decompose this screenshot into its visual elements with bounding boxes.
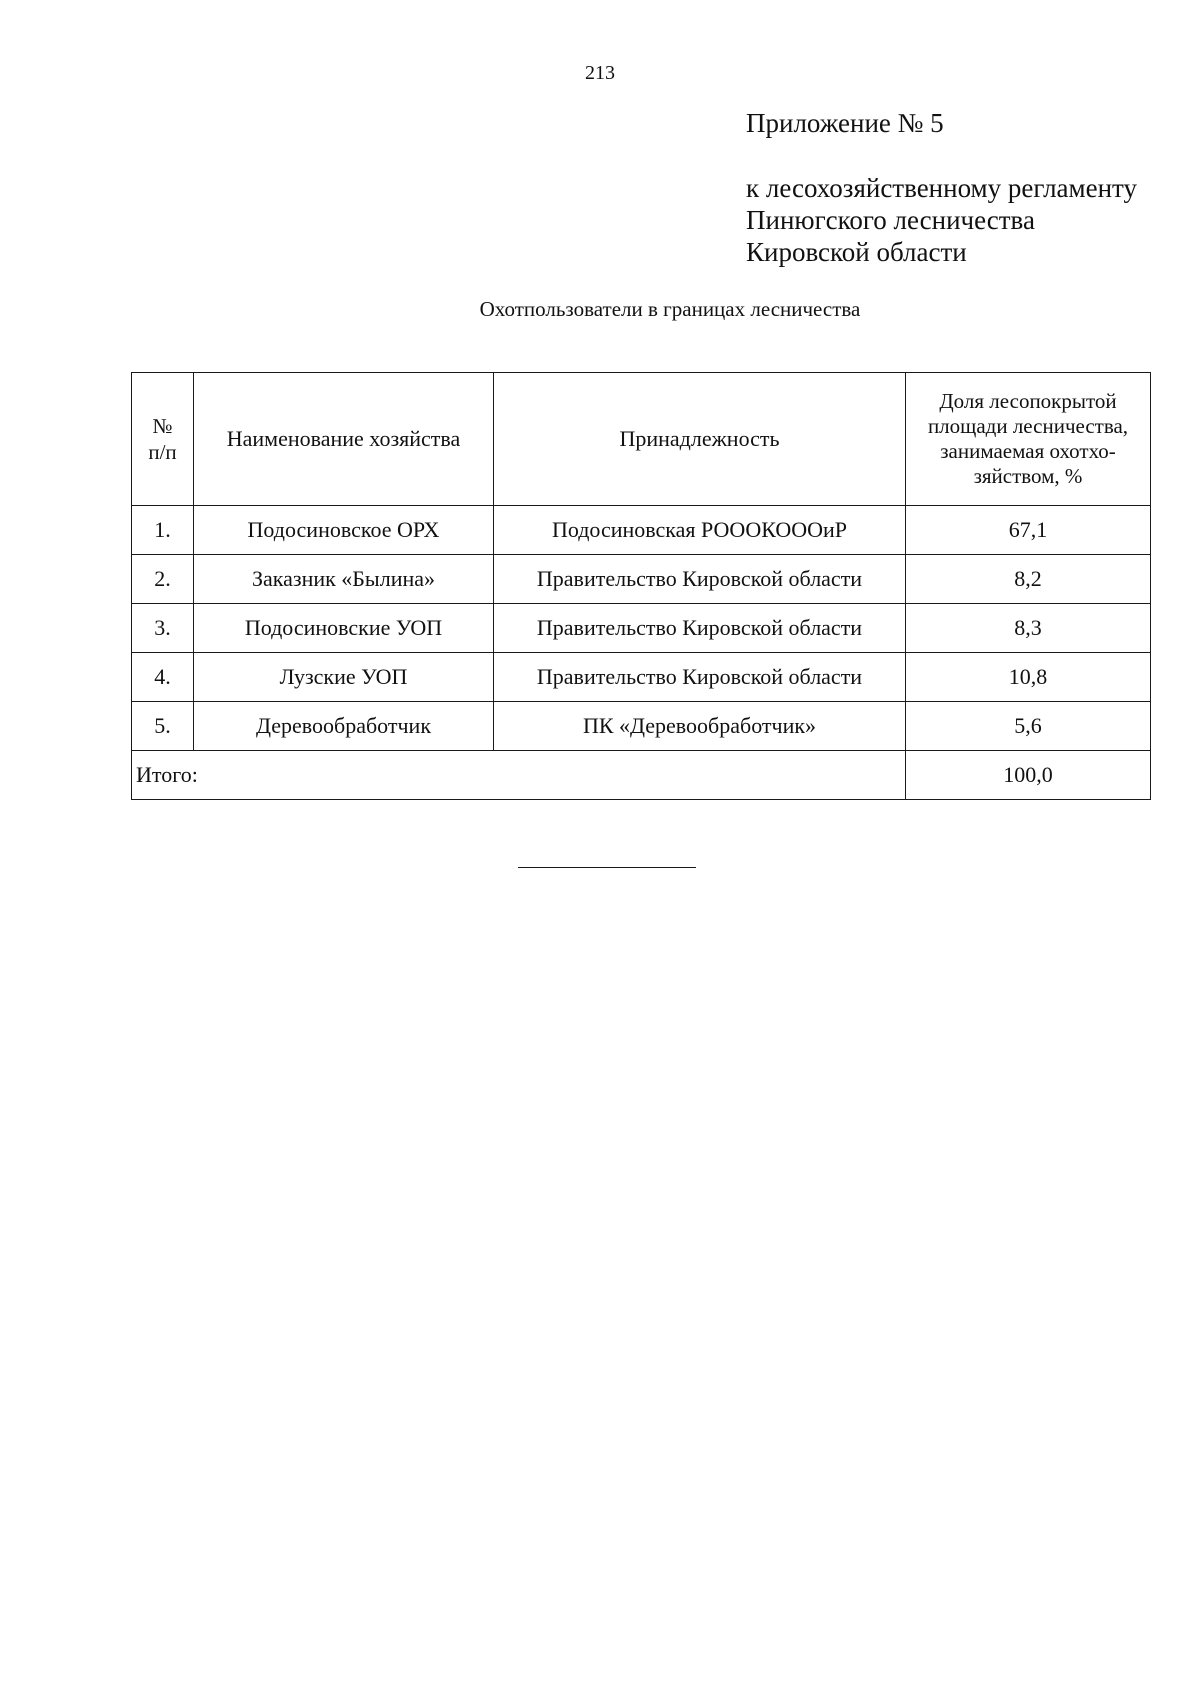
row-number: 5.: [132, 702, 194, 751]
header-owner: Принадлежность: [494, 373, 906, 506]
appendix-title: Приложение № 5: [746, 108, 944, 138]
appendix-line: Пинюгского лесничества: [746, 205, 1035, 235]
row-share: 8,2: [906, 555, 1151, 604]
table-row: [132, 653, 1151, 702]
row-number: 1.: [132, 506, 194, 555]
total-value: 100,0: [906, 751, 1151, 800]
header-number: [132, 373, 194, 506]
row-number: 3.: [132, 604, 194, 653]
header-number-abbr: п/п: [148, 440, 177, 464]
row-owner: Правительство Кировской области: [494, 604, 906, 653]
row-share: 67,1: [906, 506, 1151, 555]
row-name: Заказник «Былина»: [194, 555, 494, 604]
end-rule: [518, 867, 696, 868]
row-name: Подосиновское ОРХ: [194, 506, 494, 555]
appendix-line: Кировской области: [746, 237, 967, 267]
header-name: Наименование хозяйства: [194, 373, 494, 506]
row-owner: Правительство Кировской области: [494, 555, 906, 604]
page-number: 213: [585, 62, 615, 84]
table-row: [132, 702, 1151, 751]
row-share: 8,3: [906, 604, 1151, 653]
row-owner: Подосиновская РОООКОООиР: [494, 506, 906, 555]
table-total-row: [132, 751, 1151, 800]
row-name: Лузские УОП: [194, 653, 494, 702]
row-name: Подосиновские УОП: [194, 604, 494, 653]
hunting-users-table: [131, 372, 1151, 800]
row-name: Деревообработчик: [194, 702, 494, 751]
table-header-row: [132, 373, 1151, 506]
row-share: 5,6: [906, 702, 1151, 751]
row-share: 10,8: [906, 653, 1151, 702]
header-share: Доля лесопокрытой площади лесничества, занимаемая охотхо-зяйством, %: [906, 373, 1151, 506]
row-owner: Правительство Кировской области: [494, 653, 906, 702]
row-owner: ПК «Деревообработчик»: [494, 702, 906, 751]
table-row: [132, 506, 1151, 555]
row-number: 2.: [132, 555, 194, 604]
table-row: [132, 604, 1151, 653]
total-label: Итого:: [132, 751, 906, 800]
header-number-symbol: №: [152, 414, 173, 438]
appendix-line: к лесохозяйственному регламенту: [746, 173, 1137, 203]
row-number: 4.: [132, 653, 194, 702]
appendix-subtitle: [746, 172, 1137, 268]
table-heading: Охотпользователи в границах лесничества: [479, 297, 861, 321]
table-row: [132, 555, 1151, 604]
